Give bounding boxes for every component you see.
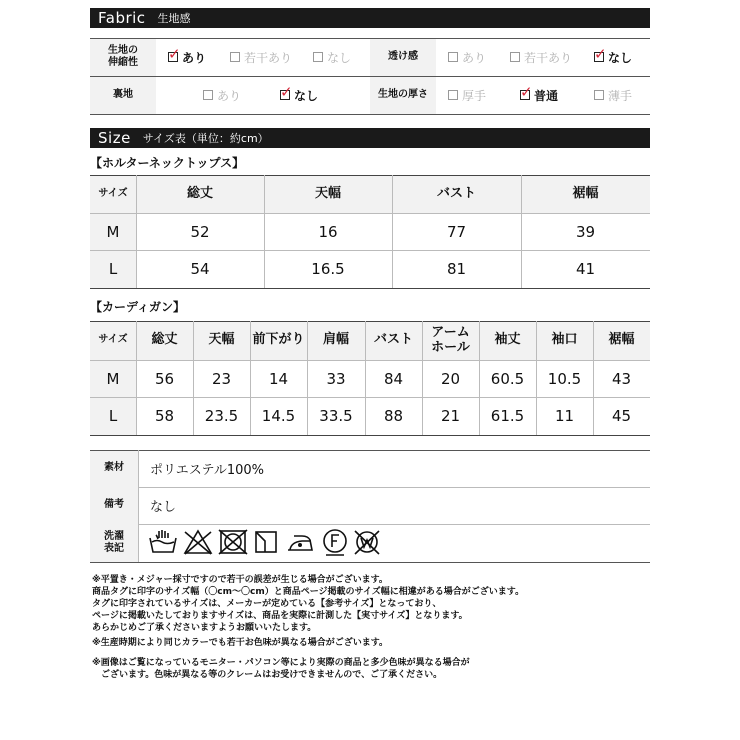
column-header: バスト bbox=[436, 185, 476, 201]
checkbox-icon bbox=[203, 90, 213, 100]
table-cell: 84 bbox=[383, 369, 404, 388]
table-cell: 33.5 bbox=[319, 407, 353, 425]
table-cell: 10.5 bbox=[547, 369, 582, 388]
table-cell: 21 bbox=[440, 407, 461, 425]
table-cell: 88 bbox=[383, 407, 404, 425]
table-cell: 23.5 bbox=[204, 407, 239, 425]
fabric-header bbox=[90, 8, 650, 28]
column-header: 裾幅 bbox=[572, 185, 599, 201]
size-title: Size bbox=[98, 129, 131, 147]
table-cell: 43 bbox=[611, 369, 632, 388]
material-value: ポリエステル100% bbox=[150, 463, 264, 478]
care-label: 洗濯 表記 bbox=[104, 530, 124, 554]
checkbox-icon bbox=[448, 52, 458, 62]
option-label: 普通 bbox=[534, 88, 559, 103]
table-cell: 16 bbox=[318, 222, 338, 241]
hand-wash-icon bbox=[150, 530, 176, 552]
size-label: M bbox=[106, 222, 120, 241]
option-unchecked bbox=[510, 38, 572, 76]
care-icons bbox=[148, 528, 388, 558]
no-tumble-dry-icon bbox=[219, 530, 247, 554]
column-header: 天幅 bbox=[314, 185, 341, 201]
column-header: サイズ bbox=[98, 187, 128, 199]
table-cell: 60.5 bbox=[490, 369, 525, 388]
checkbox-icon bbox=[230, 52, 240, 62]
option-unchecked bbox=[448, 38, 486, 76]
check-mark-icon: ✓ bbox=[168, 45, 181, 63]
column-header: 総丈 bbox=[186, 185, 213, 201]
option-label: なし bbox=[294, 88, 319, 103]
halter-title: 【ホルターネックトップス】 bbox=[90, 156, 245, 170]
table-cell: 54 bbox=[190, 260, 210, 278]
checkbox-icon bbox=[448, 90, 458, 100]
size-header bbox=[90, 128, 650, 148]
option-unchecked bbox=[313, 38, 351, 76]
table-cell: 14 bbox=[268, 369, 289, 388]
checkbox-icon bbox=[313, 52, 323, 62]
option-unchecked bbox=[230, 38, 292, 76]
dry-clean-f-icon bbox=[324, 530, 346, 555]
size-label: L bbox=[108, 260, 118, 278]
checked-checkbox-icon bbox=[168, 45, 181, 63]
option-label: なし bbox=[327, 50, 352, 65]
size-subtitle: サイズ表（単位：約cm） bbox=[142, 132, 269, 145]
table-cell: 56 bbox=[154, 369, 175, 388]
note-color-variation: ※生産時期により同じカラーでも若干お色味が異なる場合がございます。 bbox=[92, 638, 389, 648]
fabric-subtitle: 生地感 bbox=[157, 12, 191, 25]
checked-checkbox-icon bbox=[594, 45, 607, 63]
divider bbox=[90, 114, 650, 115]
option-label: なし bbox=[608, 50, 633, 65]
table-cell: 77 bbox=[446, 222, 467, 241]
fabric-title: Fabric bbox=[98, 9, 146, 27]
divider bbox=[90, 524, 650, 525]
column-header: 裾幅 bbox=[608, 332, 635, 348]
remarks-value: なし bbox=[150, 500, 177, 515]
checkbox-icon bbox=[594, 90, 604, 100]
iron-low-icon bbox=[288, 536, 312, 550]
option-label: あり bbox=[182, 50, 207, 65]
size-label: M bbox=[106, 369, 120, 388]
column-header: 袖丈 bbox=[494, 332, 521, 348]
option-label: あり bbox=[462, 50, 487, 65]
divider bbox=[138, 450, 139, 562]
no-bleach-icon bbox=[185, 531, 211, 554]
option-checked bbox=[168, 38, 206, 76]
check-mark-icon: ✓ bbox=[594, 45, 607, 63]
option-label: 若干あり bbox=[244, 50, 293, 65]
option-label: 厚手 bbox=[462, 88, 487, 103]
table-cell: 52 bbox=[190, 222, 210, 241]
table-cell: 33 bbox=[326, 369, 346, 388]
column-header: アーム ホール bbox=[431, 324, 470, 355]
option-label: 若干あり bbox=[524, 50, 573, 65]
size-label: L bbox=[108, 407, 118, 425]
table-cell: 20 bbox=[440, 369, 461, 388]
divider bbox=[90, 288, 650, 289]
table-cell: 11 bbox=[554, 407, 575, 425]
divider bbox=[90, 435, 650, 436]
option-unchecked bbox=[203, 76, 241, 114]
option-checked bbox=[280, 76, 318, 114]
divider bbox=[90, 562, 650, 563]
table-cell: 41 bbox=[575, 260, 596, 278]
fabric-label: 生地の 伸縮性 bbox=[108, 44, 138, 68]
column-header: 天幅 bbox=[208, 332, 235, 348]
table-cell: 45 bbox=[611, 407, 632, 425]
fabric-label: 裏地 bbox=[113, 88, 133, 100]
no-wet-clean-icon bbox=[355, 531, 379, 554]
table-cell: 58 bbox=[154, 407, 175, 425]
table-cell: 61.5 bbox=[490, 407, 525, 425]
checkbox-icon bbox=[510, 52, 520, 62]
note-measurement: ※平置き・メジャー採寸ですので若干の誤差が生じる場合がございます。 商品タグに印字のサイズ幅（〇cm～〇cm）と商品ページ掲載のサイズ幅に相違がある場合がございます。 タグに印字されているサイズは、メーカーが定めている【参考サイズ】となっており、 ページに掲載いたしておりますサイズは、商品を実際に計測した【実寸サイズ】となります。 あらかじめご了承くださいますようお願いいたします。 bbox=[92, 575, 525, 633]
remarks-label: 備考 bbox=[104, 499, 124, 511]
column-header: 前下がり bbox=[252, 332, 305, 348]
column-header: バスト bbox=[373, 332, 413, 348]
option-unchecked bbox=[594, 76, 632, 114]
checked-checkbox-icon bbox=[280, 83, 293, 101]
check-mark-icon: ✓ bbox=[280, 83, 293, 101]
column-header: サイズ bbox=[98, 334, 128, 346]
table-cell: 14.5 bbox=[261, 407, 296, 425]
table-cell: 39 bbox=[575, 222, 596, 241]
cardigan-title: 【カーディガン】 bbox=[90, 300, 186, 314]
check-mark-icon: ✓ bbox=[520, 83, 533, 101]
column-header: 肩幅 bbox=[322, 332, 349, 348]
table-cell: 81 bbox=[446, 260, 467, 278]
column-header: 総丈 bbox=[151, 332, 178, 348]
option-label: 薄手 bbox=[608, 88, 633, 103]
option-label: あり bbox=[217, 88, 242, 103]
fabric-label: 生地の厚さ bbox=[378, 88, 428, 100]
checked-checkbox-icon bbox=[520, 83, 533, 101]
line-dry-icon bbox=[256, 532, 276, 552]
table-cell: 16.5 bbox=[311, 260, 345, 278]
table-cell: 23 bbox=[211, 369, 232, 388]
option-checked bbox=[520, 76, 558, 114]
option-unchecked bbox=[448, 76, 486, 114]
note-monitor: ※画像はご覧になっているモニター・パソコン等により実際の商品と多少色味が異なる場合が ございます。色味が異なる等のクレームはお受けできませんので、ご了承ください。 bbox=[92, 658, 470, 680]
column-header: 袖口 bbox=[551, 332, 578, 348]
material-label: 素材 bbox=[104, 462, 124, 474]
fabric-label: 透け感 bbox=[388, 50, 418, 62]
option-checked bbox=[594, 38, 632, 76]
